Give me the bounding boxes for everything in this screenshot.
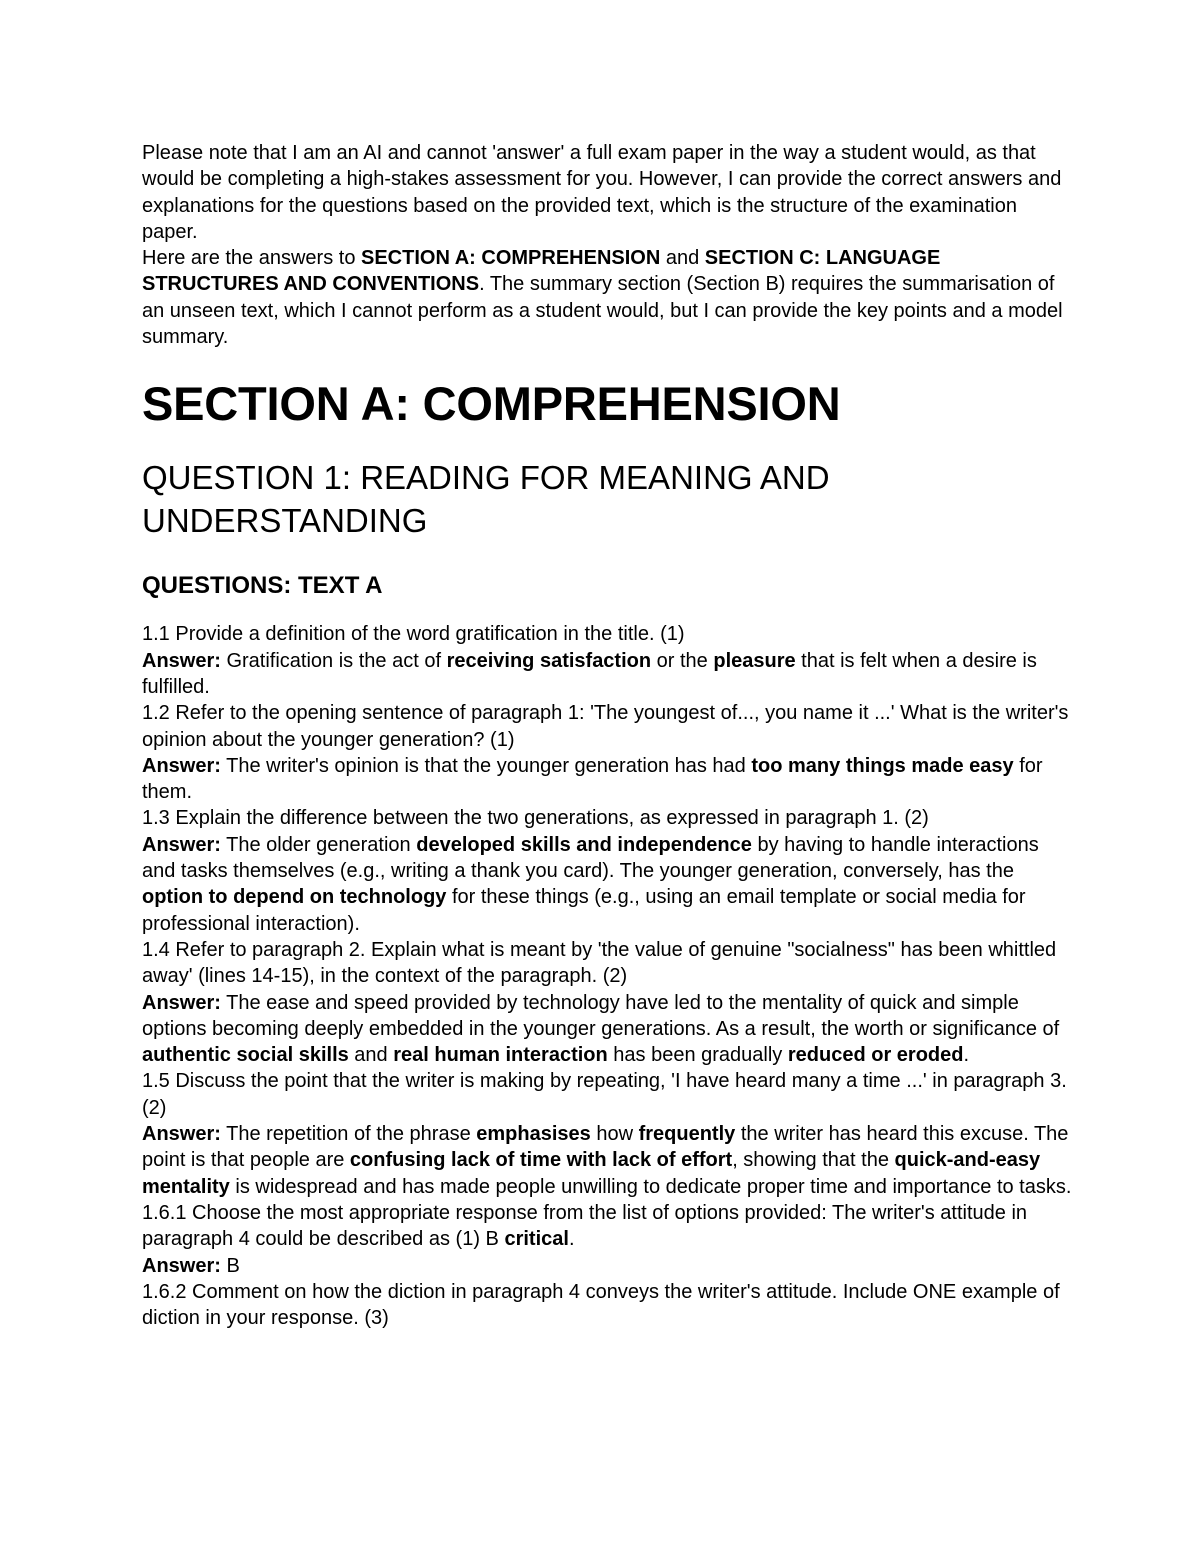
question-1-6-2: 1.6.2 Comment on how the diction in paragraph 4 conveys the writer's attitude. Include ONE example of diction in your response. (3): [142, 1280, 1060, 1330]
section-title: SECTION A: COMPREHENSION: [142, 377, 841, 431]
question-title: QUESTION 1: READING FOR MEANING AND UNDERSTANDING: [142, 459, 830, 540]
subsection-title: QUESTIONS: TEXT A: [142, 572, 383, 600]
question-1-1: 1.1 Provide a definition of the word gratification in the title. (1): [142, 623, 685, 646]
intro-paragraph: Please note that I am an AI and cannot 'answer' a full exam paper in the way a student would, as that would be completing a high-stakes assessment for you. However, I can provide the correct answers and explanations for the questions based on the provided text, which is the structure of the examination paper.: [142, 142, 1062, 243]
answer-label: Answer:: [142, 754, 221, 777]
answer-1-6-1: Answer: B: [142, 1254, 240, 1277]
answer-label: Answer:: [142, 649, 221, 672]
section-c-ref: SECTION C: LANGUAGE STRUCTURES AND CONVENTIONS: [142, 247, 941, 296]
document-page: [142, 140, 1072, 1331]
question-1-2: 1.2 Refer to the opening sentence of paragraph 1: 'The youngest of..., you name it ...' What is the writer's opinion about the younger generation? (1): [142, 702, 1069, 751]
question-1-4: 1.4 Refer to paragraph 2. Explain what is meant by 'the value of genuine "socialness" has been whittled away' (lines 14-15), in the context of the paragraph. (2): [142, 938, 1057, 988]
answer-label: Answer:: [142, 833, 221, 856]
answer-1-5: Answer: The repetition of the phrase emphasises how frequently the writer has heard this excuse. The point is that people are confusing lack of time with lack of effort, showing that the quick-and-easy mentality is widespread and has made people unwilling to dedicate proper time and importance to tasks.: [142, 1123, 1072, 1198]
answer-label: Answer:: [142, 1254, 221, 1277]
intro-paragraph-2: Here are the answers to SECTION A: COMPREHENSION and SECTION C: LANGUAGE STRUCTURES AND CONVENTIONS. The summary section (Section B) requires the summarisation of an unseen text, which I cannot perform as a student would, but I can provide the key points and a model summary.: [142, 247, 1063, 349]
answer-1-4: Answer: The ease and speed provided by technology have led to the mentality of quick and simple options becoming deeply embedded in the younger generations. As a result, the worth or significance of authentic social skills and real human interaction has been gradually reduced or eroded.: [142, 991, 1060, 1067]
answer-1-3: Answer: The older generation developed skills and independence by having to handle interactions and tasks themselves (e.g., writing a thank you card). The younger generation, conversely, has the option to depend on technology for these things (e.g., using an email template or social media for professional interaction).: [142, 833, 1039, 935]
question-1-6-1: 1.6.1 Choose the most appropriate response from the list of options provided: The writer's attitude in paragraph 4 could be described as (1) B critical.: [142, 1201, 1028, 1251]
question-1-5: 1.5 Discuss the point that the writer is making by repeating, 'I have heard many a time ...' in paragraph 3. (2): [142, 1070, 1067, 1119]
question-1-3: 1.3 Explain the difference between the two generations, as expressed in paragraph 1. (2): [142, 807, 929, 830]
section-a-ref: SECTION A: COMPREHENSION: [361, 247, 661, 270]
answer-label: Answer:: [142, 991, 221, 1014]
answer-label: Answer:: [142, 1123, 221, 1146]
answer-1-1: Answer: Gratification is the act of receiving satisfaction or the pleasure that is felt when a desire is fulfilled.: [142, 649, 1037, 698]
answer-1-2: Answer: The writer's opinion is that the younger generation has had too many things made easy for them.: [142, 754, 1043, 804]
